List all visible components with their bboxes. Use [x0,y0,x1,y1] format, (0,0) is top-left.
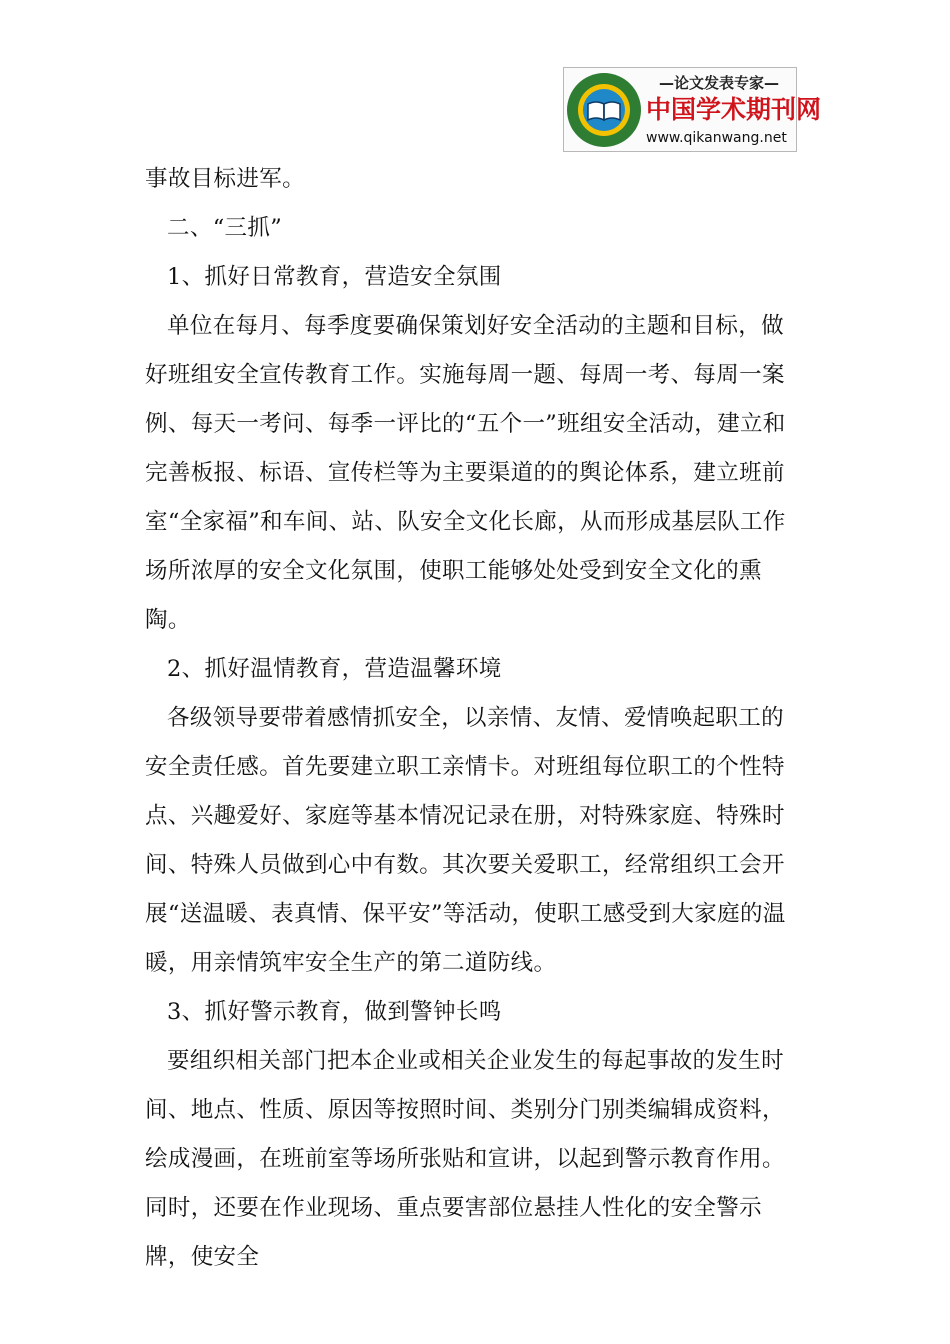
book-emblem-icon [564,68,644,153]
paragraph-continuation: 事故目标进军。 [145,166,305,192]
logo-slogan: —论文发表专家— [658,74,779,92]
document-body [145,155,795,1282]
body-paragraph: 要组织相关部门把本企业或相关企业发生的每起事故的发生时间、地点、性质、原因等按照时间、类别分门别类编辑成资料，绘成漫画，在班前室等场所张贴和宣讲，以起到警示教育作用。同时，还要在作业现场、重点要害部位悬挂人性化的安全警示牌，使安全 [145,1048,785,1270]
subsection-heading: 1、抓好日常教育，营造安全氛围 [167,264,502,290]
body-paragraph: 单位在每月、每季度要确保策划好安全活动的主题和目标，做好班组安全宣传教育工作。实施每周一题、每周一考、每周一案例、每天一考问、每季一评比的“五个一”班组安全活动，建立和完善板报、标语、宣传栏等为主要渠道的的舆论体系，建立班前室“全家福”和车间、站、队安全文化长廊，从而形成基层队工作场所浓厚的安全文化氛围，使职工能够处处受到安全文化的熏陶。 [145,313,786,633]
logo-url: www.qikanwang.net [646,130,787,146]
section-heading: 二、“三抓” [167,215,283,241]
body-paragraph: 各级领导要带着感情抓安全，以亲情、友情、爱情唤起职工的安全责任感。首先要建立职工亲情卡。对班组每位职工的个性特点、兴趣爱好、家庭等基本情况记录在册，对特殊家庭、特殊时间、特殊人员做到心中有数。其次要关爱职工，经常组织工会开展“送温暖、表真情、保平安”等活动，使职工感受到大家庭的温暖，用亲情筑牢安全生产的第二道防线。 [145,705,786,976]
logo-site-name: 中国学术期刊网 [646,95,822,124]
journal-logo [563,67,822,152]
subsection-heading: 2、抓好温情教育，营造温馨环境 [167,656,502,682]
subsection-heading: 3、抓好警示教育，做到警钟长鸣 [167,999,502,1025]
